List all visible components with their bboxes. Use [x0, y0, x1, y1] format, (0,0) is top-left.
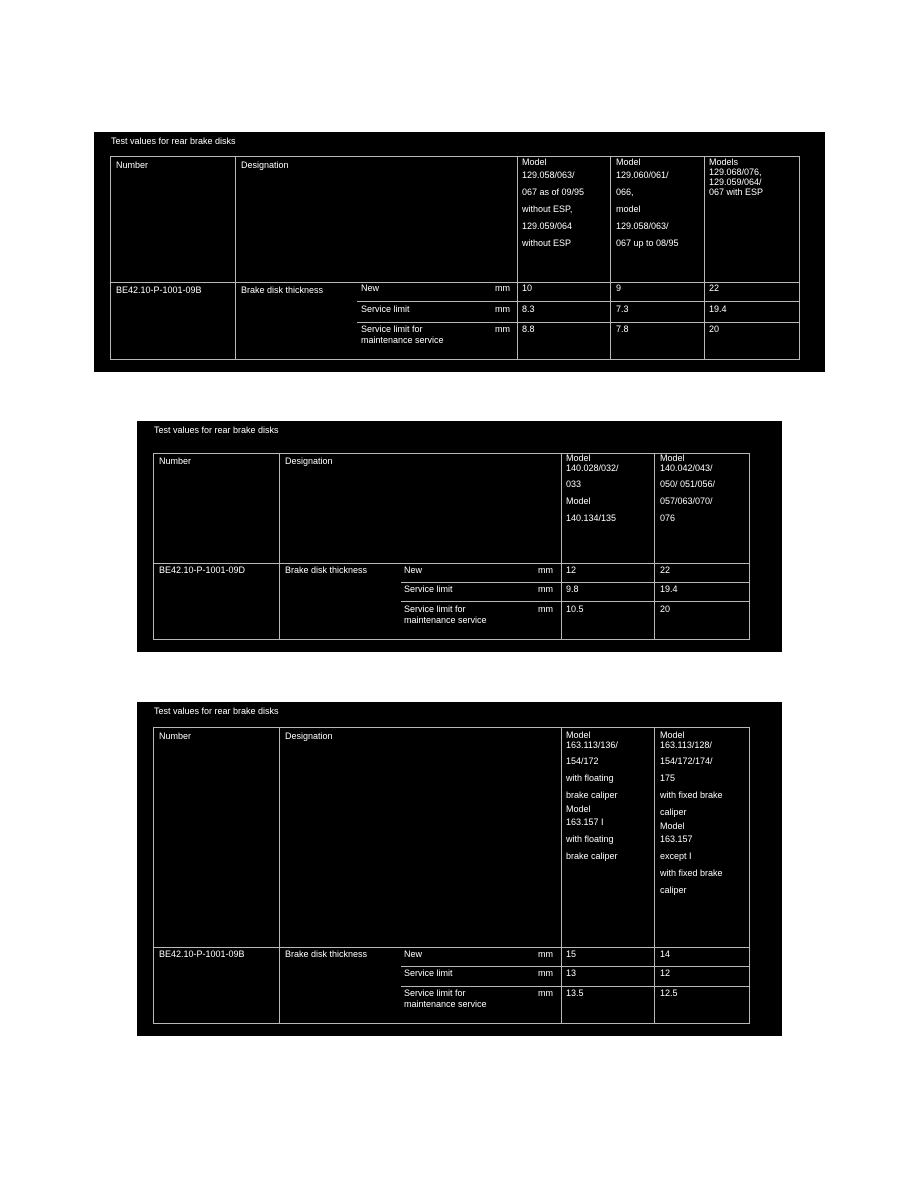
brake-disk-table-1: [94, 132, 825, 372]
header-designation: Designation: [285, 456, 333, 466]
row-label-maintenance-limit-2: maintenance service: [404, 999, 487, 1009]
row-divider: [154, 563, 749, 564]
row-label-new: New: [361, 283, 380, 293]
unit: mm: [538, 584, 553, 594]
row-divider: [154, 947, 749, 948]
column-divider: [654, 454, 655, 639]
value: 9: [616, 283, 622, 293]
row-divider: [357, 322, 799, 323]
header-number: Number: [116, 160, 149, 170]
unit: mm: [538, 988, 553, 998]
unit: mm: [538, 604, 553, 614]
row-label-maintenance-limit: Service limit for: [361, 324, 423, 334]
column-divider: [279, 728, 280, 1023]
model-header-1: Model 140.028/032/ 033 Model 140.134/135: [566, 453, 619, 523]
value: 8.8: [522, 324, 535, 334]
row-divider: [401, 986, 749, 987]
table-title: Test values for rear brake disks: [154, 706, 279, 716]
value: 13.5: [566, 988, 584, 998]
row-divider: [401, 601, 749, 602]
header-designation: Designation: [285, 731, 333, 741]
header-number: Number: [159, 456, 192, 466]
column-divider: [279, 454, 280, 639]
unit: mm: [538, 968, 553, 978]
value: 12: [660, 968, 671, 978]
column-divider: [517, 157, 518, 359]
row-divider: [111, 282, 799, 283]
value: 22: [660, 565, 671, 575]
table-grid: [153, 453, 750, 640]
table-grid: [110, 156, 800, 360]
value: 9.8: [566, 584, 579, 594]
model-header-2: Model 163.113/128/ 154/172/174/ 175 with fixed brake caliper Model 163.157 except I with fixed brake caliper: [660, 730, 723, 895]
model-header-1: Model 163.113/136/ 154/172 with floating brake caliper Model 163.157 I with floating brake caliper: [566, 730, 618, 861]
model-header-2: Model 140.042/043/ 050/ 051/056/ 057/063/070/ 076: [660, 453, 716, 523]
unit: mm: [495, 324, 510, 334]
value: 7.3: [616, 304, 629, 314]
row-divider: [401, 966, 749, 967]
row-divider: [401, 582, 749, 583]
column-divider: [561, 728, 562, 1023]
value: 20: [709, 324, 720, 334]
row-label-maintenance-limit-2: maintenance service: [404, 615, 487, 625]
header-number: Number: [159, 731, 192, 741]
part-number: BE42.10-P-1001-09B: [116, 285, 202, 295]
row-label-service-limit: Service limit: [404, 968, 453, 978]
unit: mm: [495, 283, 510, 293]
row-divider: [357, 301, 799, 302]
value: 14: [660, 949, 671, 959]
row-label-service-limit: Service limit: [361, 304, 410, 314]
value: 13: [566, 968, 577, 978]
column-divider: [235, 157, 236, 359]
designation: Brake disk thickness: [285, 565, 368, 575]
row-label-service-limit: Service limit: [404, 584, 453, 594]
value: 22: [709, 283, 720, 293]
column-divider: [654, 728, 655, 1023]
column-divider: [610, 157, 611, 359]
value: 10.5: [566, 604, 584, 614]
row-label-maintenance-limit: Service limit for: [404, 988, 466, 998]
designation: Brake disk thickness: [285, 949, 368, 959]
value: 8.3: [522, 304, 535, 314]
unit: mm: [538, 565, 553, 575]
row-label-new: New: [404, 565, 423, 575]
value: 10: [522, 283, 533, 293]
value: 20: [660, 604, 671, 614]
value: 7.8: [616, 324, 629, 334]
row-label-maintenance-limit-2: maintenance service: [361, 335, 444, 345]
column-divider: [704, 157, 705, 359]
part-number: BE42.10-P-1001-09D: [159, 565, 246, 575]
value: 19.4: [660, 584, 678, 594]
value: 12: [566, 565, 577, 575]
table-title: Test values for rear brake disks: [111, 136, 236, 146]
brake-disk-table-3: [137, 702, 782, 1036]
designation: Brake disk thickness: [241, 285, 324, 295]
value: 19.4: [709, 304, 727, 314]
model-header-3: Models 129.068/076, 129.059/064/ 067 with ESP: [709, 157, 764, 197]
model-header-1: Model 129.058/063/ 067 as of 09/95 without ESP, 129.059/064 without ESP: [522, 157, 585, 248]
table-grid: [153, 727, 750, 1024]
unit: mm: [538, 949, 553, 959]
part-number: BE42.10-P-1001-09B: [159, 949, 245, 959]
model-header-2: Model 129.060/061/ 066, model 129.058/063/ 067 up to 08/95: [616, 157, 679, 248]
unit: mm: [495, 304, 510, 314]
header-designation: Designation: [241, 160, 289, 170]
row-label-new: New: [404, 949, 423, 959]
value: 12.5: [660, 988, 678, 998]
value: 15: [566, 949, 577, 959]
brake-disk-table-2: [137, 421, 782, 652]
table-title: Test values for rear brake disks: [154, 425, 279, 435]
row-label-maintenance-limit: Service limit for: [404, 604, 466, 614]
column-divider: [561, 454, 562, 639]
